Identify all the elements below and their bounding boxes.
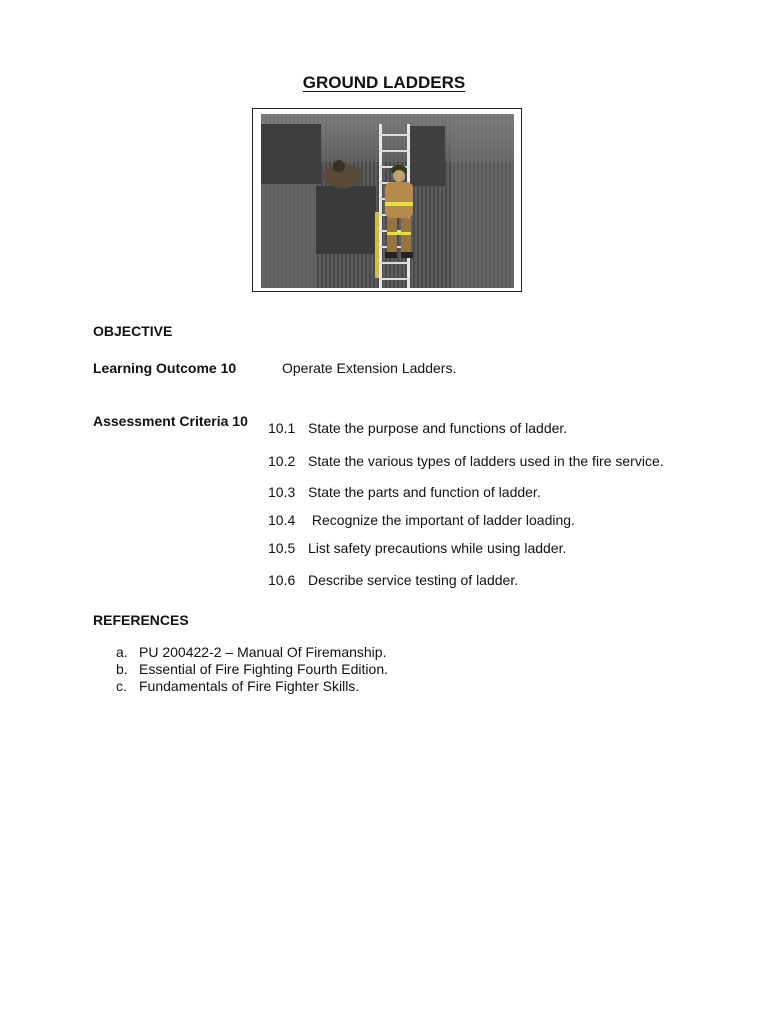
page-title [0,73,768,93]
reference-text: PU 200422-2 – Manual Of Firemanship. [139,644,387,660]
objective-heading: OBJECTIVE [93,323,173,339]
criteria-number: 10.4 [268,512,296,528]
criteria-text: State the various types of ladders used in the fire service. [308,453,664,469]
criteria-number: 10.1 [268,420,296,436]
references-heading: REFERENCES [93,612,189,628]
ladder-photo-frame [252,108,522,292]
reference-letter: a. [116,644,128,660]
assessment-criteria-label: Assessment Criteria 10 [93,413,248,429]
reference-letter: b. [116,661,128,677]
criteria-text: State the parts and function of ladder. [308,484,541,500]
criteria-number: 10.2 [268,453,296,469]
learning-outcome-text: Operate Extension Ladders. [282,360,457,376]
criteria-number: 10.6 [268,572,296,588]
criteria-number: 10.3 [268,484,296,500]
criteria-number: 10.5 [268,540,296,556]
reference-text: Essential of Fire Fighting Fourth Edition. [139,661,389,677]
reference-text: Fundamentals of Fire Fighter Skills. [139,678,360,694]
page-title-text: GROUND LADDERS [302,73,466,92]
firefighter-ladder-photo-icon [261,114,514,288]
criteria-text: Recognize the important of ladder loading. [308,512,575,528]
criteria-text: Describe service testing of ladder. [308,572,519,588]
criteria-text: State the purpose and functions of ladder. [308,420,568,436]
reference-letter: c. [116,678,127,694]
criteria-text: List safety precautions while using ladder. [308,540,567,556]
learning-outcome-label: Learning Outcome 10 [93,360,237,376]
